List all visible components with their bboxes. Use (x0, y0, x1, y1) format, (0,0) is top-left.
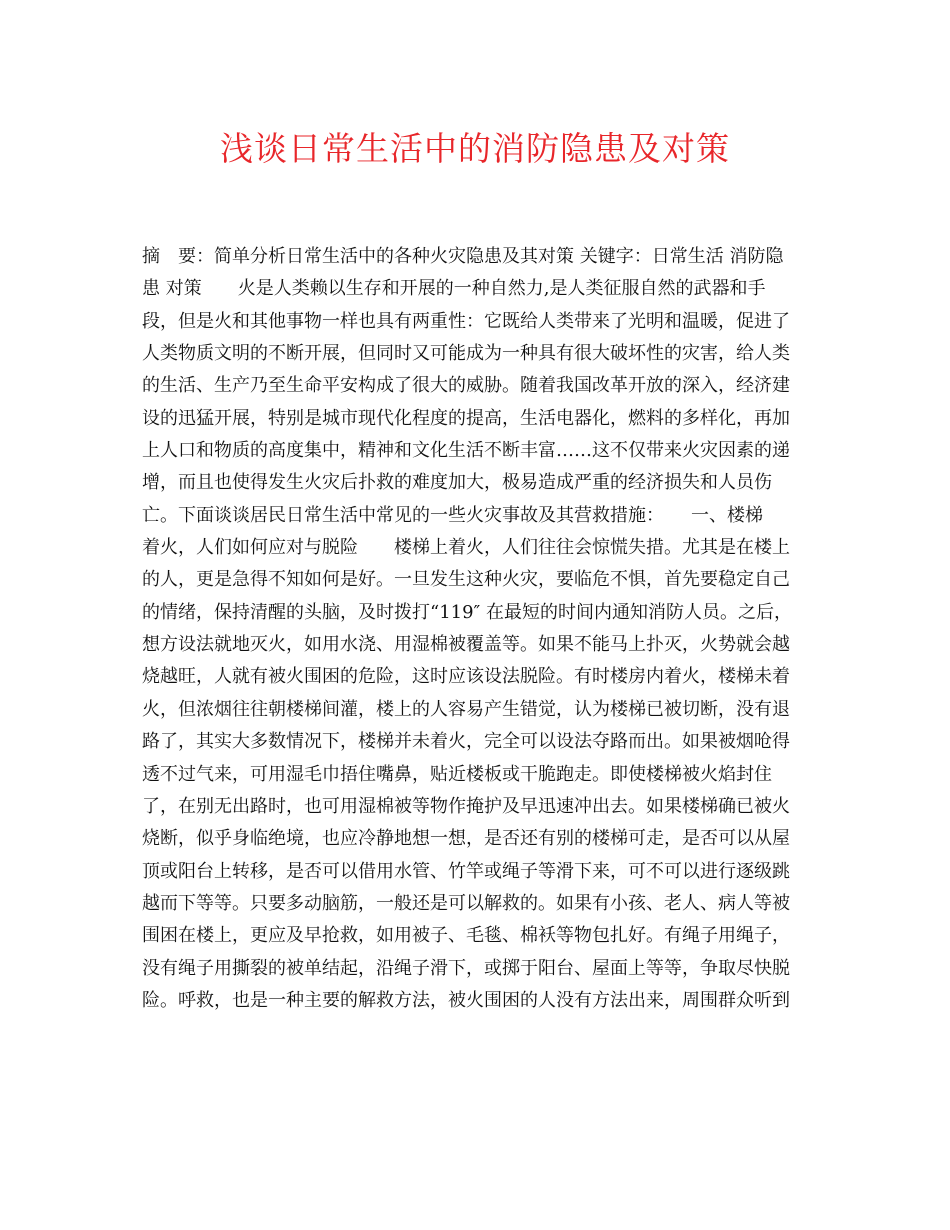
body-line: 增，而且也使得发生火灾后扑救的难度加大，极易造成严重的经济损失和人员伤 (142, 472, 772, 494)
body-line: 段，但是火和其他事物一样也具有两重性：它既给人类带来了光明和温暖，促进了 (142, 310, 790, 332)
body-line: 患 对策 火是人类赖以生存和开展的一种自然力,是人类征服自然的武器和手 (142, 278, 766, 300)
body-line: 没有绳子用撕裂的被单结起，沿绳子滑下，或掷于阳台、屋面上等等，争取尽快脱 (142, 957, 790, 979)
body-line: 着火，人们如何应对与脱险 楼梯上着火，人们往往会惊慌失措。尤其是在楼上 (142, 537, 790, 559)
body-line: 越而下等等。只要多动脑筋，一般还是可以解救的。如果有小孩、老人、病人等被 (142, 892, 790, 914)
body-line: 路了，其实大多数情况下，楼梯并未着火，完全可以设法夺路而出。如果被烟呛得 (142, 731, 790, 753)
body-line: 透不过气来，可用湿毛巾捂住嘴鼻，贴近楼板或干脆跑走。即使楼梯被火焰封住 (142, 763, 772, 785)
body-line: 烧断，似乎身临绝境，也应冷静地想一想，是否还有别的楼梯可走，是否可以从屋 (142, 828, 790, 850)
body-line: 的情绪，保持清醒的头脑，及时拨打“119″ 在最短的时间内通知消防人员。之后， (142, 601, 793, 623)
document-title: 浅谈日常生活中的消防隐患及对策 (220, 129, 730, 168)
document-body (142, 241, 822, 1017)
body-line: 想方设法就地灭火，如用水浇、用湿棉被覆盖等。如果不能马上扑灭，火势就会越 (142, 634, 790, 656)
body-line: 的生活、生产乃至生命平安构成了很大的威胁。随着我国改革开放的深入，经济建 (142, 375, 790, 397)
body-line: 了，在别无出路时，也可用湿棉被等物作掩护及早迅速冲出去。如果楼梯确已被火 (142, 795, 790, 817)
body-line: 顶或阳台上转移，是否可以借用水管、竹竿或绳子等滑下来，可不可以进行逐级跳 (142, 860, 790, 882)
body-line: 上人口和物质的高度集中，精神和文化生活不断丰富……这不仅带来火灾因素的递 (142, 440, 790, 462)
body-line: 亡。下面谈谈居民日常生活中常见的一些火灾事故及其营救措施： 一、楼梯 (142, 504, 763, 526)
body-line: 火，但浓烟往往朝楼梯间灌，楼上的人容易产生错觉，认为楼梯已被切断，没有退 (142, 698, 790, 720)
body-line: 险。呼救，也是一种主要的解救方法，被火围困的人没有方法出来，周围群众听到 (142, 989, 790, 1011)
body-line: 烧越旺，人就有被火围困的危险，这时应该设法脱险。有时楼房内着火，楼梯未着 (142, 666, 790, 688)
body-line: 摘 要：简单分析日常生活中的各种火灾隐患及其对策 关键字：日常生活 消防隐 (142, 246, 784, 267)
body-line: 的人，更是急得不知如何是好。一旦发生这种火灾，要临危不惧，首先要稳定自己 (142, 569, 790, 591)
body-line: 围困在楼上，更应及早抢救，如用被子、毛毯、棉袄等物包扎好。有绳子用绳子， (142, 925, 790, 947)
body-line: 设的迅猛开展，特别是城市现代化程度的提高，生活电器化，燃料的多样化，再加 (142, 407, 790, 429)
body-line: 人类物质文明的不断开展，但同时又可能成为一种具有很大破坏性的灾害，给人类 (142, 343, 790, 365)
